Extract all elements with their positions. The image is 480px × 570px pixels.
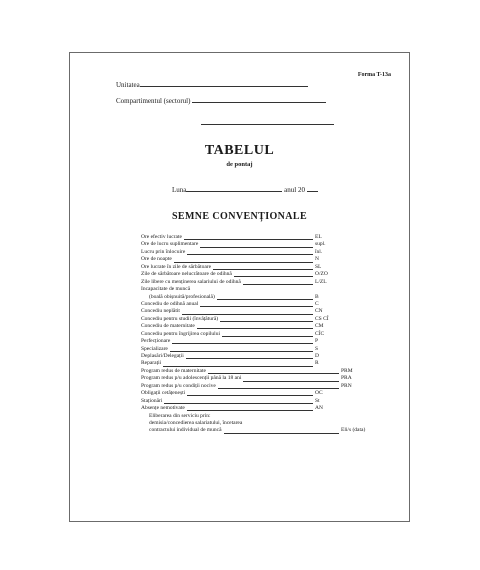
legend-dotted-line bbox=[163, 360, 313, 366]
legend-dotted-line bbox=[187, 405, 313, 411]
legend-dotted-line bbox=[220, 316, 313, 322]
legend-row bbox=[141, 338, 361, 345]
legend-dotted-line bbox=[234, 271, 313, 277]
legend-row bbox=[141, 398, 361, 405]
legend-label: contractului individual de muncă bbox=[149, 427, 222, 434]
legend-row bbox=[141, 279, 361, 286]
legend-row bbox=[141, 316, 361, 323]
legend-dotted-line bbox=[197, 323, 313, 329]
legend-row bbox=[141, 375, 361, 382]
legend-code: S bbox=[315, 345, 319, 352]
legend-dotted-line bbox=[218, 383, 339, 389]
legend-label: Specializare bbox=[141, 345, 168, 352]
year-label: anul 20 bbox=[284, 186, 305, 194]
unit-input-line bbox=[140, 80, 308, 87]
legend-list bbox=[141, 234, 366, 435]
legend-label: Program redus p/u condiții nocive bbox=[141, 382, 216, 389]
legend-dotted-line bbox=[174, 256, 313, 262]
department-field bbox=[116, 96, 326, 105]
legend-row bbox=[141, 413, 361, 420]
legend-label: Ore de noapte bbox=[141, 256, 172, 263]
legend-label: Concediu de odihnă anual bbox=[141, 300, 199, 307]
legend-dotted-line bbox=[187, 390, 313, 396]
legend-dotted-line bbox=[222, 331, 313, 337]
legend-row bbox=[141, 368, 361, 375]
legend-code: CN bbox=[315, 308, 323, 315]
legend-row bbox=[141, 353, 361, 360]
legend-dotted-line bbox=[243, 375, 339, 381]
legend-code: Eli/s (data) bbox=[341, 427, 366, 434]
month-input-line bbox=[186, 185, 282, 192]
legend-code: înl. bbox=[315, 248, 323, 255]
legend-code: AN bbox=[315, 405, 323, 412]
legend-row bbox=[141, 360, 361, 367]
legend-row bbox=[141, 390, 361, 397]
legend-dotted-line bbox=[224, 427, 339, 433]
legend-dotted-line bbox=[186, 353, 313, 359]
legend-row bbox=[141, 234, 361, 241]
legend-label: Ore de lucru suplimentare bbox=[141, 241, 199, 248]
legend-code: CÎC bbox=[315, 330, 325, 337]
legend-label: demisia/concedierea salariatului, încetarea bbox=[149, 419, 243, 426]
legend-label: Ore efectiv lucrate bbox=[141, 234, 182, 240]
legend-label: Concediu de maternitate bbox=[141, 323, 195, 330]
timesheet-form-page bbox=[69, 52, 410, 522]
legend-row bbox=[141, 241, 361, 248]
legend-code: St bbox=[315, 397, 320, 404]
legend-row bbox=[141, 308, 361, 315]
legend-code: C bbox=[315, 300, 319, 307]
legend-label: Incapacitate de muncă bbox=[141, 286, 191, 293]
legend-row bbox=[141, 346, 361, 353]
legend-row bbox=[141, 323, 361, 330]
legend-dotted-line bbox=[187, 249, 313, 255]
legend-code: CS CÎ bbox=[315, 315, 329, 322]
unit-field bbox=[116, 80, 308, 89]
month-label: Luna bbox=[172, 186, 187, 194]
legend-code: PRA bbox=[341, 375, 352, 382]
legend-row bbox=[141, 271, 361, 278]
legend-label: Reparații bbox=[141, 360, 162, 367]
legend-label: (boală obișnuită/profesională) bbox=[149, 293, 215, 300]
unit-label: Unitatea bbox=[116, 81, 140, 89]
legend-code: PRM bbox=[341, 367, 353, 374]
legend-dotted-line bbox=[217, 294, 313, 300]
month-year-field bbox=[172, 185, 318, 194]
legend-code: EL bbox=[315, 234, 322, 240]
legend-row bbox=[141, 256, 361, 263]
legend-label: Program redus p/u adolescenții până la 18 ani bbox=[141, 375, 242, 382]
legend-dotted-line bbox=[182, 308, 313, 314]
legend-row bbox=[141, 301, 361, 308]
department-extra-line bbox=[201, 112, 334, 130]
legend-row bbox=[141, 331, 361, 338]
legend-dotted-line bbox=[200, 301, 313, 307]
legend-code: N bbox=[315, 256, 319, 263]
legend-row bbox=[141, 427, 366, 434]
legend-label: Absențe nemotivate bbox=[141, 405, 185, 412]
legend-dotted-line bbox=[172, 338, 313, 344]
legend-label: Zile libere cu menținerea salariului de odihnă bbox=[141, 278, 241, 285]
legend-row bbox=[141, 405, 361, 412]
legend-label: Ore lucrate în zile de sărbătoare bbox=[141, 263, 212, 270]
legend-code: L/ZL bbox=[315, 278, 327, 285]
legend-row bbox=[141, 383, 361, 390]
legend-label: Concediu pentru îngrijirea copilului bbox=[141, 330, 220, 337]
legend-dotted-line bbox=[164, 398, 313, 404]
legend-row bbox=[141, 264, 361, 271]
legend-label: Eliberarea din serviciu prin: bbox=[149, 412, 211, 419]
legend-code: PRN bbox=[341, 382, 352, 389]
legend-code: B bbox=[315, 293, 319, 300]
legend-code: supl. bbox=[315, 241, 326, 248]
document-title: TABELUL bbox=[204, 143, 275, 158]
form-code: Forma T-13a bbox=[357, 72, 391, 78]
document-subtitle: de pontaj bbox=[226, 161, 253, 168]
legend-dotted-line bbox=[213, 264, 313, 270]
legend-code: P bbox=[315, 338, 319, 345]
legend-row bbox=[141, 249, 361, 256]
year-input-line bbox=[307, 185, 318, 192]
legend-dotted-line bbox=[184, 234, 313, 240]
legend-label: Program redus de maternitate bbox=[141, 367, 206, 374]
legend-code: CM bbox=[315, 323, 324, 330]
legend-row bbox=[141, 286, 361, 293]
legend-label: Staționări bbox=[141, 397, 163, 404]
legend-label: Perfecționare bbox=[141, 338, 171, 345]
legend-label: Lucru prin înlocuire bbox=[141, 248, 186, 255]
legend-dotted-line bbox=[208, 368, 339, 374]
legend-dotted-line bbox=[170, 346, 313, 352]
legend-code: SL bbox=[315, 263, 322, 270]
legend-code: OC bbox=[315, 390, 323, 397]
legend-row bbox=[141, 294, 361, 301]
legend-code: O/ZO bbox=[315, 271, 328, 278]
legend-code: D bbox=[315, 353, 319, 359]
legend-label: Deplasări/Delegații bbox=[141, 353, 184, 359]
legend-label: Obligații cetățenești bbox=[141, 390, 186, 397]
legend-code: R bbox=[315, 360, 319, 367]
department-input-line bbox=[192, 96, 326, 103]
legend-dotted-line bbox=[200, 241, 313, 247]
legend-label: Zile de sărbătoare nelucrătoare de odihnă bbox=[141, 271, 232, 278]
legend-row bbox=[141, 420, 361, 427]
legend-dotted-line bbox=[243, 279, 313, 285]
legend-label: Concediu neplătit bbox=[141, 308, 180, 315]
legend-label: Concediu pentru studii (învățătură) bbox=[141, 315, 219, 322]
department-label: Compartimentul (sectorul) bbox=[116, 97, 191, 105]
legend-title: SEMNE CONVENȚIONALE bbox=[171, 211, 308, 222]
